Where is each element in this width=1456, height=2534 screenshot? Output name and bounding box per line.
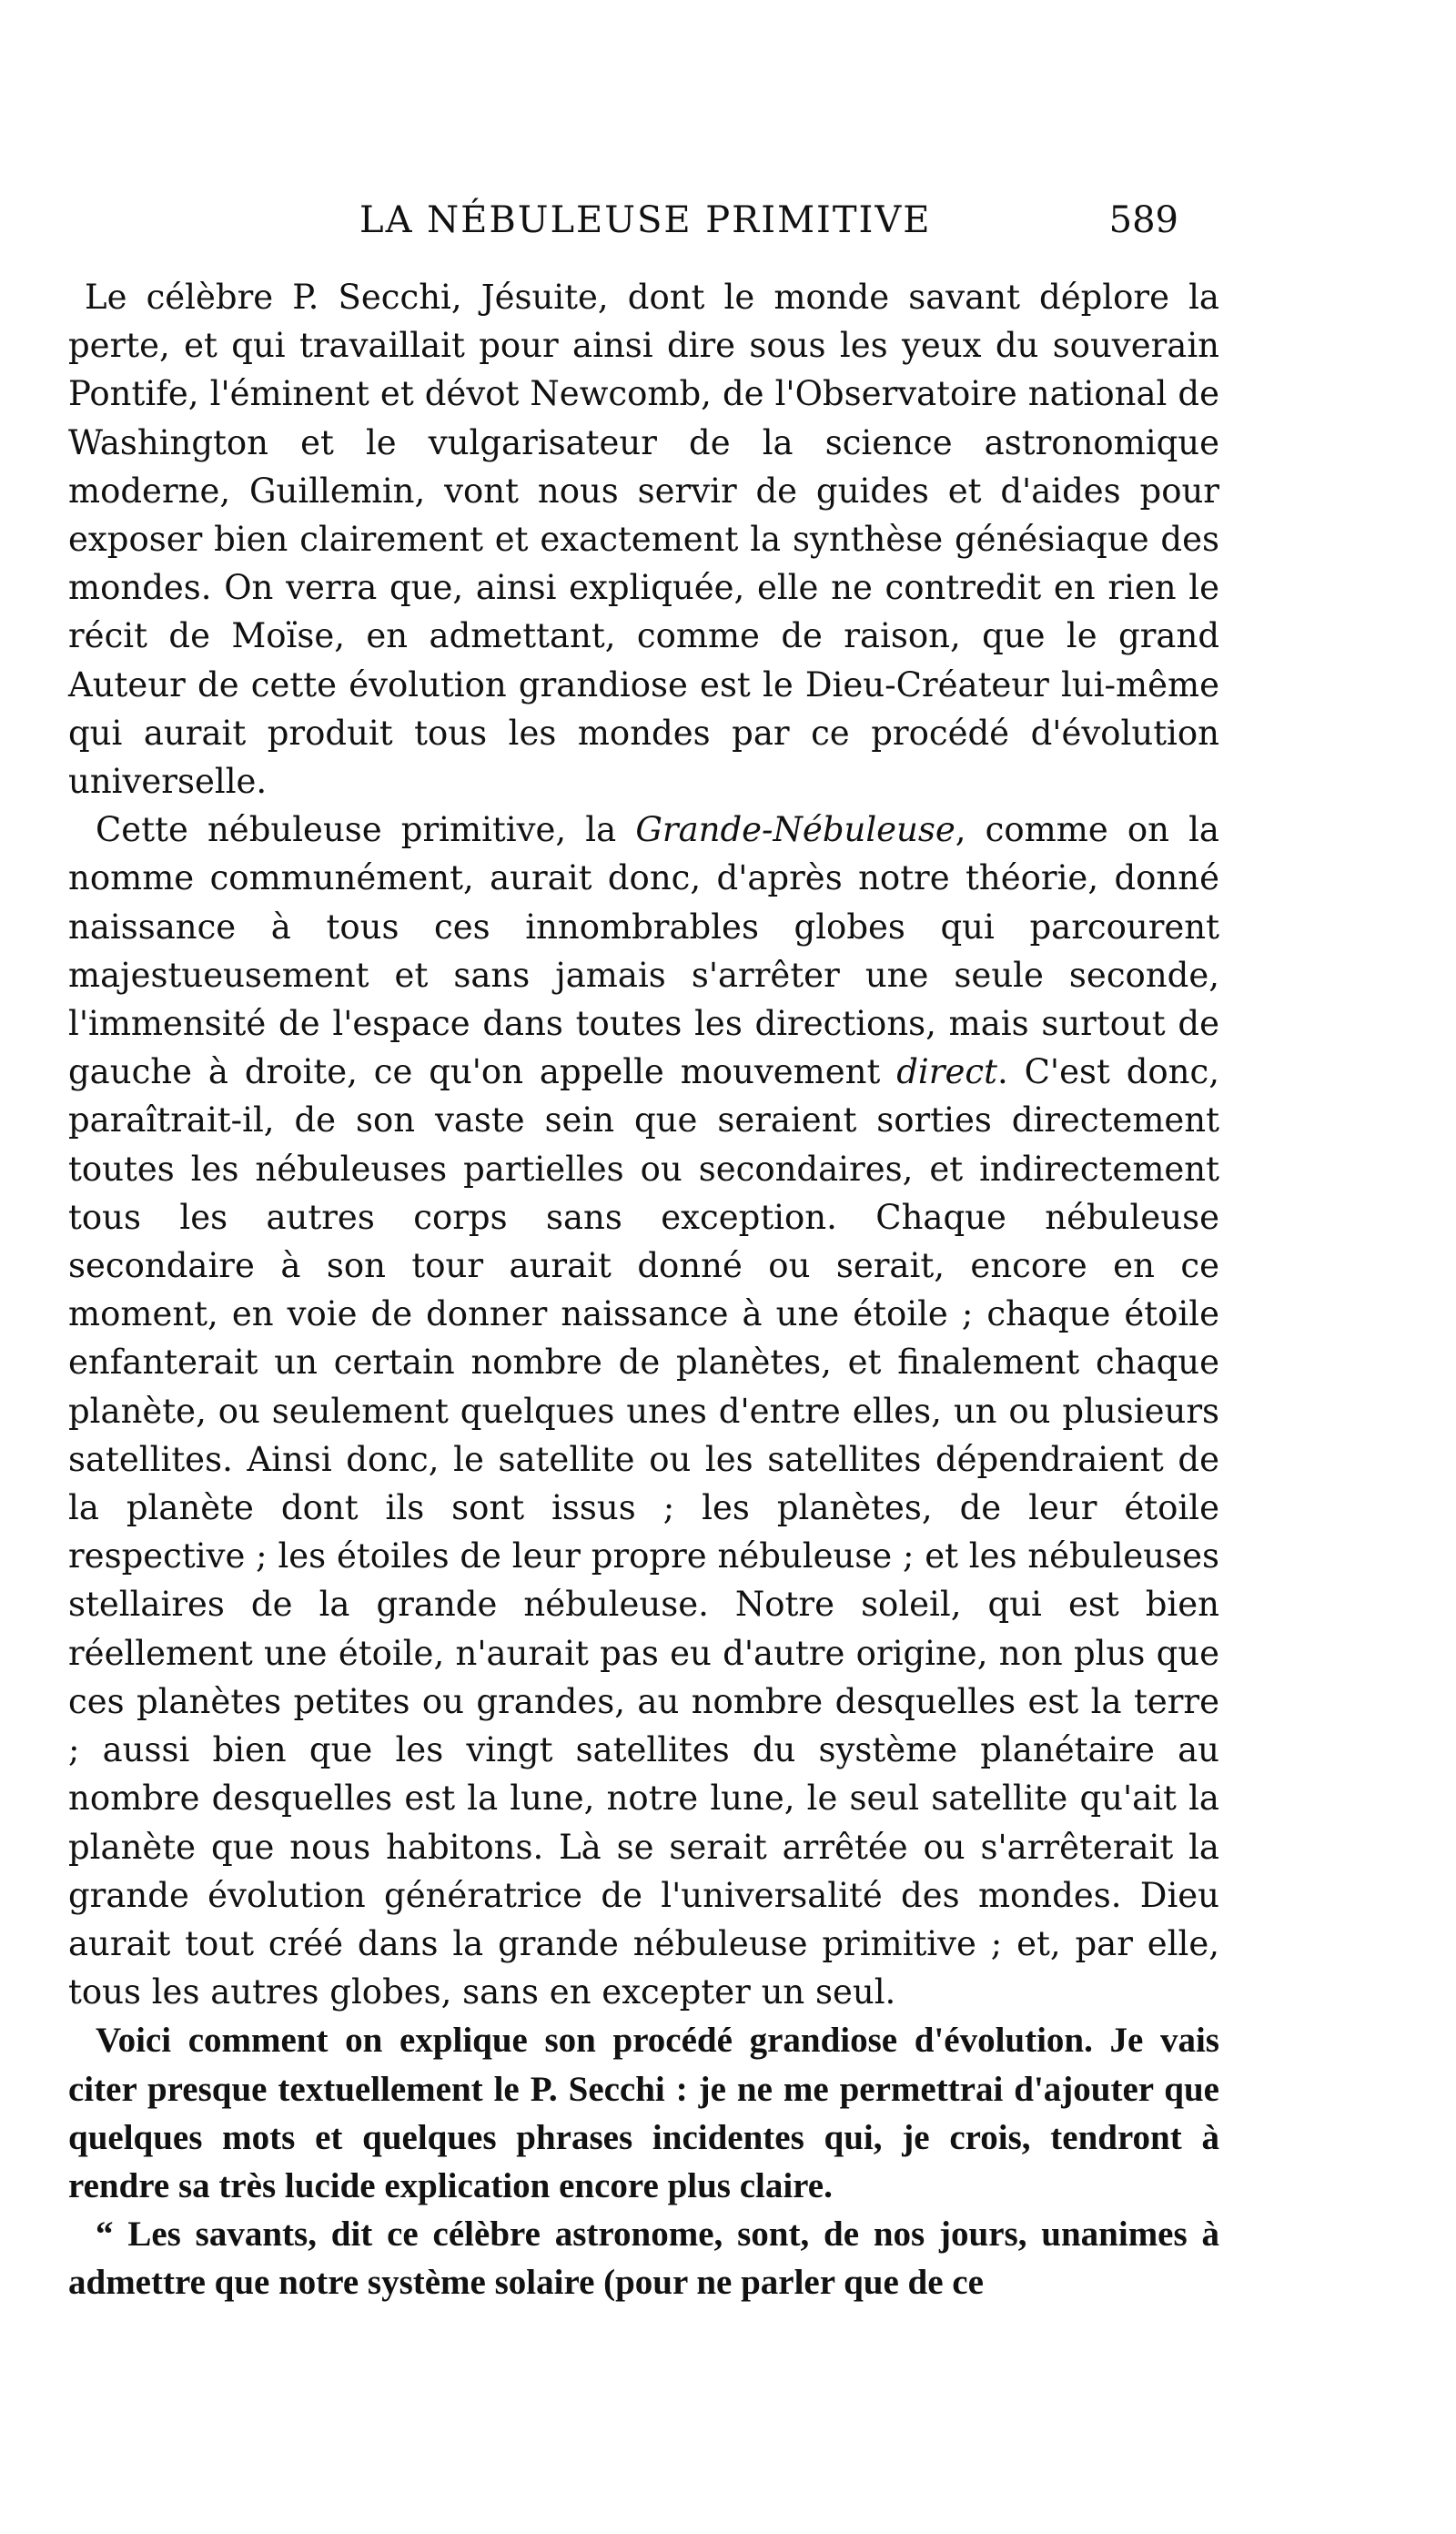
italic-term-direct: direct xyxy=(896,1052,997,1092)
body-text xyxy=(68,273,1219,2307)
paragraph-text: “ Les savants, dit ce célèbre astronome, sont, de nos jours, unanimes à admettre que notre système solaire (pour ne parler que de ce xyxy=(68,2215,1219,2303)
italic-term-grande-nebuleuse: Grande-Nébuleuse xyxy=(635,810,956,850)
paragraph-text: Le célèbre P. Secchi, Jésuite, dont le monde savant déplore la perte, et qui travaillait pour ainsi dire sous les yeux du souverain Pontife, l'éminent et dévot Newcomb, de l'Observatoire national de Washington et le vulgarisateur de la science astronomique moderne, Guillemin, vont nous servir de guides et d'aides pour exposer bien clairement et exactement la synthèse génésiaque des mondes. On verra que, ainsi expliquée, elle ne contredit en rien le récit de Moïse, en admettant, comme de raison, que le grand Auteur de cette évolution grandiose est le Dieu-Créateur lui-même qui aurait produit tous les mondes par ce procédé d'évolution universelle. xyxy=(68,278,1219,802)
paragraph-text: Cette nébuleuse primitive, la xyxy=(96,810,636,850)
paragraph-text: , comme on la nomme communément, aurait donc, d'après notre théorie, donné naissance à tous ces innombrables globes qui parcourent majestueusement et sans jamais s'arrêter une seule seconde, l'immensité de l'espace dans toutes les directions, mais surtout de gauche à droite, ce qu'on appelle mouvement xyxy=(68,810,1219,1092)
page-number: 589 xyxy=(1108,199,1178,241)
paragraph-nebuleuse-primitive xyxy=(68,806,1219,2016)
running-head xyxy=(68,193,1197,248)
paragraph-text: . C'est donc, paraîtrait-il, de son vaste sein que seraient sorties directement toutes les nébuleuses partielles ou secondaires, et indirectement tous les autres corps sans exception. Chaque nébuleuse secondaire à son tour aurait donné ou serait, encore en ce moment, en voie de donner naissance à une étoile ; chaque étoile enfanterait un certain nombre de planètes, et finalement chaque planète, ou seulement quelques unes d'entre elles, un ou plusieurs satellites. Ainsi donc, le satellite ou les satellites dépendraient de la planète dont ils sont issus ; les planètes, de leur étoile respective ; les étoiles de leur propre nébuleuse ; et les nébuleuses stellaires de la grande nébuleuse. Notre soleil, qui est bien réellement une étoile, n'aurait pas eu d'autre origine, non plus que ces planètes petites ou grandes, au nombre desquelles est la terre ; aussi bien que les vingt satellites du système planétaire au nombre desquelles est la lune, notre lune, le seul satellite qu'ait la planète que nous habitons. Là se serait arrêtée ou s'arrêterait la grande évolution génératrice de l'universalité des mondes. Dieu aurait tout créé dans la grande nébuleuse primitive ; et, par elle, tous les autres globes, sans en excepter un seul. xyxy=(68,1052,1219,2012)
paragraph-procede-evolution xyxy=(68,2016,1219,2210)
paragraph-secchi-intro xyxy=(68,273,1219,806)
running-title: LA NÉBULEUSE PRIMITIVE xyxy=(359,199,932,241)
paragraph-quotation-start xyxy=(68,2210,1219,2306)
paragraph-text: Voici comment on explique son procédé grandiose d'évolution. Je vais citer presque textuellement le P. Secchi : je ne me permettrai d'ajouter que quelques mots et quelques phrases incidentes qui, je crois, tendront à rendre sa très lucide explication encore plus claire. xyxy=(68,2021,1219,2205)
